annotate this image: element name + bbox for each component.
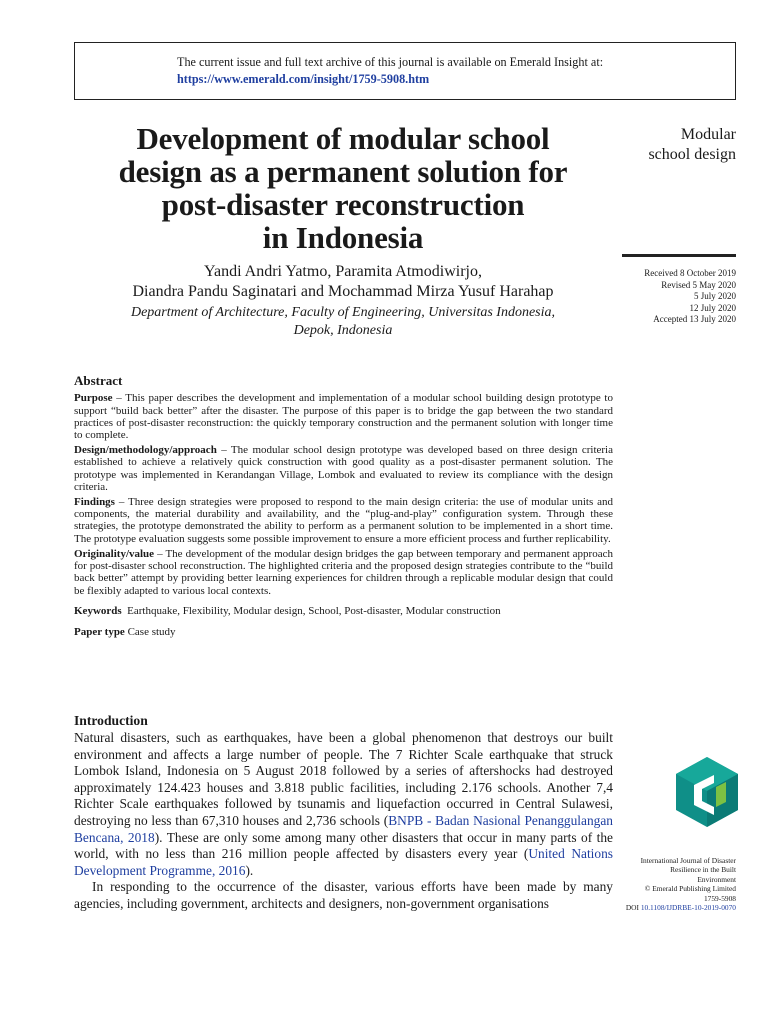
abstract-design [74,444,613,493]
abstract-keywords [74,605,613,617]
originality-label: Originality/value [74,547,155,560]
abstract-paper-type [74,626,613,638]
abstract-heading: Abstract [74,373,123,388]
abstract-findings [74,496,613,545]
findings-label: Findings [74,495,115,508]
journal-name-line: Resilience in the Built [670,865,736,875]
title-line: in Indonesia [262,220,424,255]
keywords-text: Earthquake, Flexibility, Modular design, School, Post-disaster, Modular construction [127,604,501,617]
running-head [576,125,736,165]
paper-type-text: Case study [127,626,176,639]
design-label: Design/methodology/approach [74,444,217,457]
affiliation-line: Depok, Indonesia [293,323,393,338]
doi-line [576,903,736,912]
design-text: – The modular school design prototype was developed based on three design criteria established to achieve a relatively quick construction with good quality as a post-disaster permanent solution. The prototype was implemented in Kerandangan Village, Lombok and evaluated to review its compliance with the design criteria. [74,444,613,493]
journal-availability-notice [74,42,736,100]
introduction-paragraph: In responding to the occurrence of the disaster, various efforts have been made by many agencies, including government, architects and designers, non-government organisations [74,879,613,911]
originality-text: – The development of the modular design bridges the gap between temporary and permanent approach for post-disaster school reconstruction. The highlighted criteria and the proposed design strategies contribute to the “build back better” attempt by providing better learning experiences for children through a replicable modular design that could be flexibly adapted to various local contexts. [74,547,613,597]
journal-name-line: International Journal of Disaster [640,856,736,865]
received-date: Received 8 October 2019 [644,268,736,278]
running-head-line: Modular [680,126,736,143]
doi-link[interactable]: 10.1108/IJDRBE-10-2019-0070 [640,903,736,913]
introduction-section [74,712,613,913]
intro-text: Natural disasters, such as earthquakes, have been a global phenomenon that destroys our built environment and affects a large number of people. The 7 Richter Scale earthquake that struck Lombok Island, Indonesia on 5 August 2018 followed by a series of aftershocks had destroyed approximately 124.423 houses and 3.818 public facilities, including 2.176 schools. Another 7,4 Richter Scale earthquakes followed by tsunamis and liquefaction occurred in Central Sulawesi, destroying no less than 67,310 houses and 2,736 schools ( [74,730,613,828]
revised-date: 5 July 2020 [693,291,736,302]
publisher-logo-icon [676,757,738,827]
publisher-copyright: © Emerald Publishing Limited [644,884,736,894]
abstract-purpose [74,392,613,441]
journal-issn: 1759-5908 [703,893,736,903]
affiliation-line: Department of Architecture, Faculty of Engineering, Universitas Indonesia, [130,305,556,320]
intro-text: ). [245,862,254,878]
title-line: design as a permanent solution for [118,154,568,189]
abstract-originality [74,548,613,597]
accepted-date: Accepted 13 July 2020 [653,314,736,325]
author-line: Diandra Pandu Saginatari and Mochammad Mirza Yusuf Harahap [132,283,554,300]
margin-divider [622,254,736,257]
title-line: Development of modular school [136,121,550,156]
citation-link[interactable]: BNPB - Badan Nasional Penanggulangan Bencana, 2018 [74,812,613,845]
doi-label: DOI [625,903,639,913]
journal-url-link[interactable]: https://www.emerald.com/insight/1759-5908.htm [177,72,430,86]
intro-text: ). These are only some among many other disasters that occur in many parts of the world, with no less than 216 million people affected by disasters every year ( [74,829,613,862]
notice-text: The current issue and full text archive of this journal is available on Emerald Insight at: [177,55,604,69]
citation-link[interactable]: United Nations Development Programme, 2016 [74,846,613,878]
introduction-heading: Introduction [74,713,148,728]
findings-text: – Three design strategies were proposed to respond to the main design criteria: the use of modular units and components, the material durability and availability, and the “plug-and-play” configuration system. Through these strategies, the prototype demonstrated the ability to perform as a permanent solution to be implemented in a short time. The prototype evaluation suggests some possible improvement to ensure a more efficient process and further replicability. [74,495,613,545]
purpose-label: Purpose [74,392,113,405]
author-list [68,262,618,302]
article-title [68,122,618,254]
revised-date: Revised 5 May 2020 [661,279,736,290]
journal-name-line: Environment [697,874,736,884]
journal-info [576,856,736,912]
abstract-section [74,375,613,641]
revised-date: 12 July 2020 [689,302,736,313]
author-line: Yandi Andri Yatmo, Paramita Atmodiwirjo, [204,263,482,280]
author-affiliation [68,304,618,340]
running-head-line: school design [648,146,736,163]
purpose-text: – This paper describes the development and implementation of a modular school building design prototype to support “build back better” after the disaster. The purpose of this paper is to bridge the gap between the two standard practices of post-disaster reconstruction: the quickly temporary construction and the permanent solution with longer time to complete. [74,392,613,442]
introduction-paragraph [74,730,613,879]
paper-type-label: Paper type [74,626,125,639]
title-line: post-disaster reconstruction [161,187,525,222]
keywords-label: Keywords [74,604,122,617]
